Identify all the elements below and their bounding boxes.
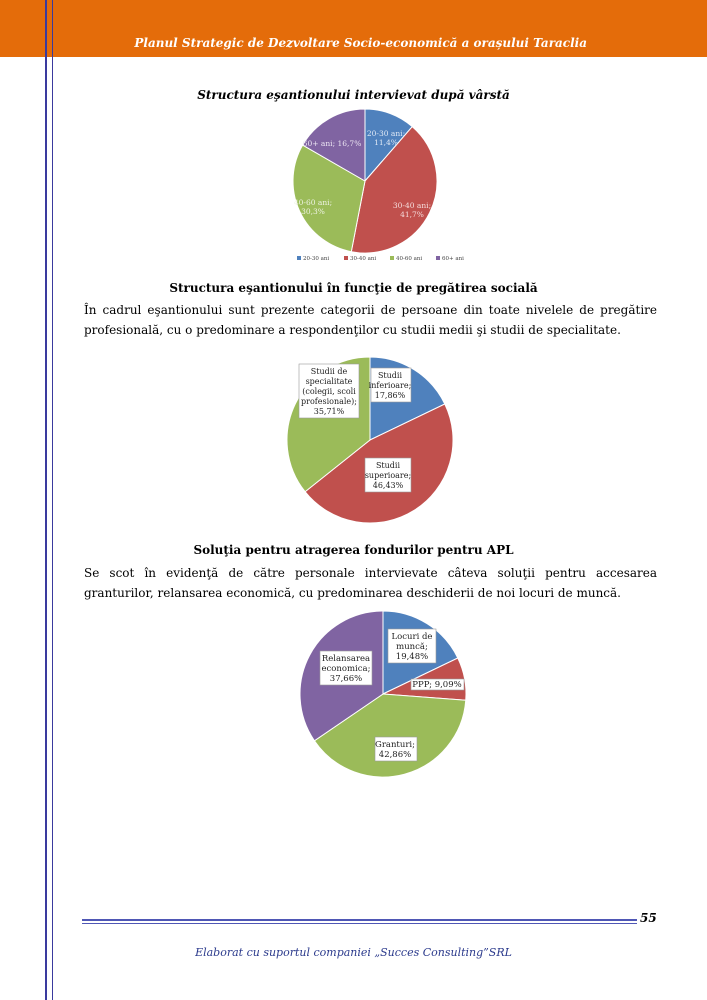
data-label-2 [365,458,411,492]
funds-chart [283,603,478,783]
legend-marker-1 [297,256,301,260]
legend-entry-2: 30-40 ani [350,256,377,262]
svg-text:PPP; 9,09%: PPP; 9,09% [412,680,462,690]
svg-text:Studii despecialitate(colegii,: Studii de specialitate (colegii, scoli profesionale); 35,71% [301,367,357,416]
data-label-1 [388,629,436,663]
svg-text:Locuri demuncă;19,48%: Locuri de muncă; 19,48% [391,632,433,662]
legend-marker-4 [436,256,440,260]
data-label-2 [411,679,464,690]
legend-entry-1: 20-30 ani [303,256,330,262]
funds-paragraph: Se scot în evidenţă de către personale intervievate câteva soluţii pentru accesarea granturilor, relansarea economică, cu predominarea deschiderii de noi locuri de muncă. [84,566,657,600]
data-label-3 [299,364,359,418]
svg-text:60+ ani; 16,7%: 60+ ani; 16,7% [302,139,362,148]
data-label-1 [369,368,412,402]
svg-text:Granturi;42,86%: Granturi; 42,86% [375,740,415,760]
left-margin-line [45,0,47,1000]
footer-line [82,919,637,921]
svg-text:Relansareaeconomica;37,66%: Relansarea economica; 37,66% [321,654,371,684]
age-chart [194,108,519,268]
education-chart-title: Structura eşantionului în funcţie de pregătirea socială [169,281,538,295]
footer-line-thin [82,923,637,924]
legend-entry-4: 60+ ani [442,256,464,262]
svg-text:30-40 ani;41,7%: 30-40 ani; 41,7% [392,201,432,219]
data-label-3 [375,737,417,761]
svg-text:Studiiinferioare;17,86%: Studii inferioare; 17,86% [368,371,412,400]
legend-marker-3 [390,256,394,260]
svg-text:Studiisuperioare;46,43%: Studii superioare; 46,43% [364,461,412,490]
legend-entry-3: 40-60 ani [396,256,423,262]
funds-chart-title: Soluţia pentru atragerea fondurilor pentru APL [193,543,514,557]
data-label-4 [320,651,372,685]
footer-text: Elaborat cu suportul companiei „Succes Consulting”SRL [195,946,512,959]
left-margin-line-inner [52,0,53,1000]
data-label-4 [303,139,362,148]
svg-text:20-30 ani;11,4%: 20-30 ani; 11,4% [366,129,406,147]
education-chart [270,340,470,530]
legend-marker-2 [344,256,348,260]
age-chart-title: Structura eşantionului intervievat după vârstă [197,88,510,102]
svg-text:40-60 ani;30,3%: 40-60 ani; 30,3% [293,198,333,216]
page-number: 55 [640,911,657,925]
header-title: Planul Strategic de Dezvoltare Socio-economică a orașului Taraclia [134,36,587,50]
education-paragraph: În cadrul eşantionului sunt prezente categorii de persoane din toate nivelele de pregătire profesională, cu o predominare a respondenţilor cu studii medii şi studii de specialitate. [84,303,657,337]
